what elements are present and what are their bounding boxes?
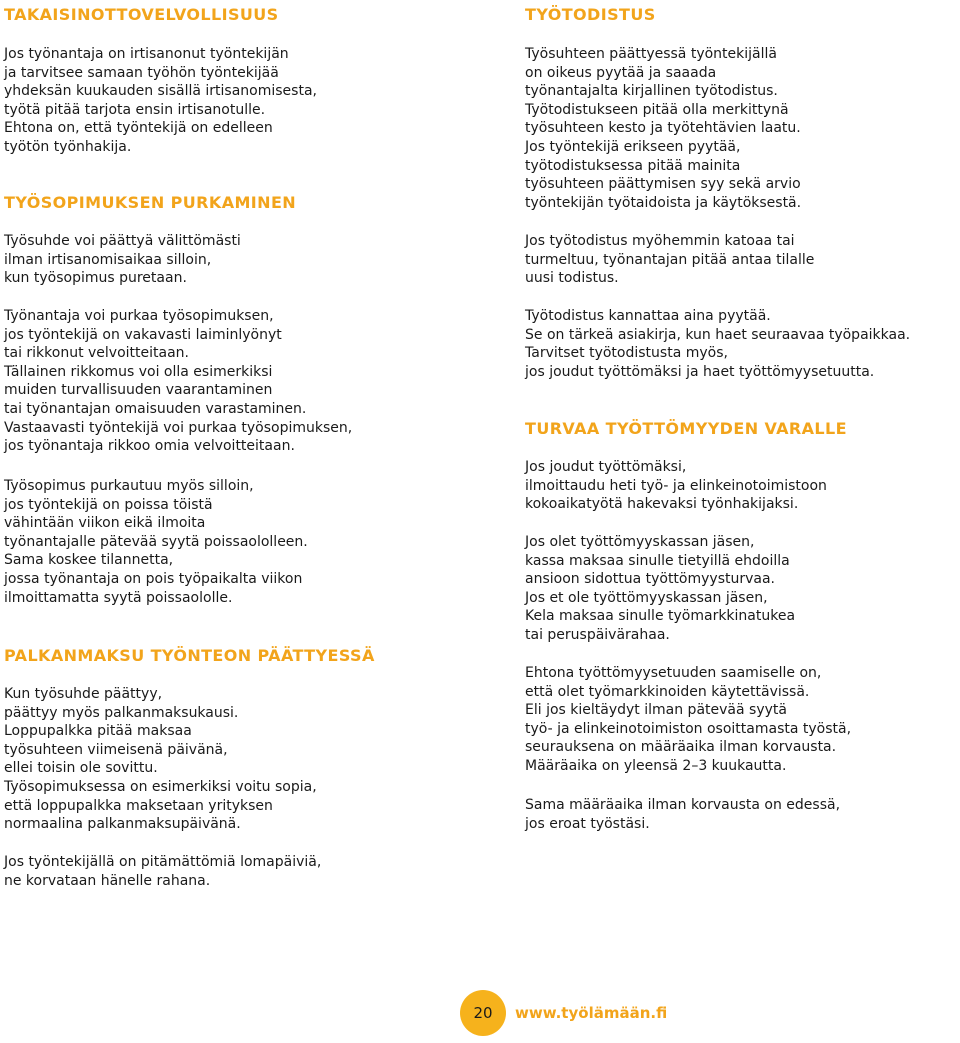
heading-turvaa-tyottomyyden-varalle: TURVAA TYÖTTÖMYYDEN VARALLE (525, 419, 847, 438)
heading-tyosopimuksen-purkaminen: TYÖSOPIMUKSEN PURKAMINEN (4, 193, 297, 212)
paragraph-palkanmaksu-2: Jos työntekijällä on pitämättömiä lomapäiviä, ne korvataan hänelle rahana. (4, 854, 322, 889)
page-footer (460, 990, 667, 1036)
heading-palkanmaksu: PALKANMAKSU TYÖNTEON PÄÄTTYESSÄ (4, 646, 375, 665)
heading-takaisinottovelvollisuus: TAKAISINOTTOVELVOLLISUUS (4, 5, 279, 24)
paragraph-tyotodistus-2: Jos työtodistus myöhemmin katoaa tai turmeltuu, työnantajan pitää antaa tilalle uusi todistus. (525, 233, 815, 287)
paragraph-turvaa-3: Ehtona työttömyysetuuden saamiselle on, että olet työmarkkinoiden käytettävissä. Eli jos kieltäydyt ilman pätevää syytä työ- ja elinkeinotoimiston osoittamasta työstä, seurauksena on määräaika ilman korvausta. Määräaika on yleensä 2–3 kuukautta. (525, 665, 852, 774)
paragraph-purkaminen-2: Työnantaja voi purkaa työsopimuksen, jos työntekijä on vakavasti laiminlyönyt tai rikkonut velvoitteitaan. Tällainen rikkomus voi olla esimerkiksi muiden turvallisuuden vaarantaminen tai työnantajan omaisuuden varastaminen. Vastaavasti työntekijä voi purkaa työsopimuksen, jos työnantaja rikkoo omia velvoitteitaan. (4, 308, 353, 455)
paragraph-tyotodistus-1: Työsuhteen päättyessä työntekijällä on oikeus pyytää ja saaada työnantajalta kirjallinen työtodistus. Työtodistukseen pitää olla merkittynä työsuhteen kesto ja työtehtävien laatu. Jos työntekijä erikseen pyytää, työtodistuksessa pitää mainita työsuhteen päättymisen syy sekä arvio työntekijän työtaidoista ja käytöksestä. (525, 46, 802, 211)
paragraph-turvaa-2: Jos olet työttömyyskassan jäsen, kassa maksaa sinulle tietyillä ehdoilla ansioon sidottua työttömyysturvaa. Jos et ole työttömyyskassan jäsen, Kela maksaa sinulle työmarkkinatukea tai peruspäivärahaa. (525, 534, 796, 643)
paragraph-turvaa-1: Jos joudut työttömäksi, ilmoittaudu heti työ- ja elinkeinotoimistoon kokoaikatyötä hakevaksi työnhakijaksi. (525, 459, 827, 513)
paragraph-purkaminen-1: Työsuhde voi päättyä välittömästi ilman irtisanomisaikaa silloin, kun työsopimus puretaan. (4, 233, 241, 287)
heading-tyotodistus: TYÖTODISTUS (525, 5, 656, 24)
page-number-badge (460, 990, 506, 1036)
paragraph-palkanmaksu-1: Kun työsuhde päättyy, päättyy myös palkanmaksukausi. Loppupalkka pitää maksaa työsuhteen viimeisenä päivänä, ellei toisin ole sovittu. Työsopimuksessa on esimerkiksi voitu sopia, että loppupalkka maksetaan yrityksen normaalina palkanmaksupäivänä. (4, 686, 317, 833)
paragraph-takaisinotto: Jos työnantaja on irtisanonut työntekijän ja tarvitsee samaan työhön työntekijää yhdeksän kuukauden sisällä irtisanomisesta, työtä pitää tarjota ensin irtisanotulle. Ehtona on, että työntekijä on edelleen työtön työnhakija. (4, 46, 317, 155)
paragraph-purkaminen-3: Työsopimus purkautuu myös silloin, jos työntekijä on poissa töistä vähintään viikon eikä ilmoita työnantajalle pätevää syytä poissaololleen. Sama koskee tilannetta, jossa työnantaja on pois työpaikalta viikon ilmoittamatta syytä poissaololle. (4, 478, 308, 606)
page-number: 20 (473, 1004, 493, 1022)
website-link[interactable]: www.työlämään.fi (515, 1004, 668, 1022)
paragraph-tyotodistus-3: Työtodistus kannattaa aina pyytää. Se on tärkeä asiakirja, kun haet seuraavaa työpaikkaa. Tarvitset työtodistusta myös, jos joudut työttömäksi ja haet työttömyysetuutta. (525, 308, 911, 380)
paragraph-turvaa-4: Sama määräaika ilman korvausta on edessä, jos eroat työstäsi. (525, 797, 841, 832)
